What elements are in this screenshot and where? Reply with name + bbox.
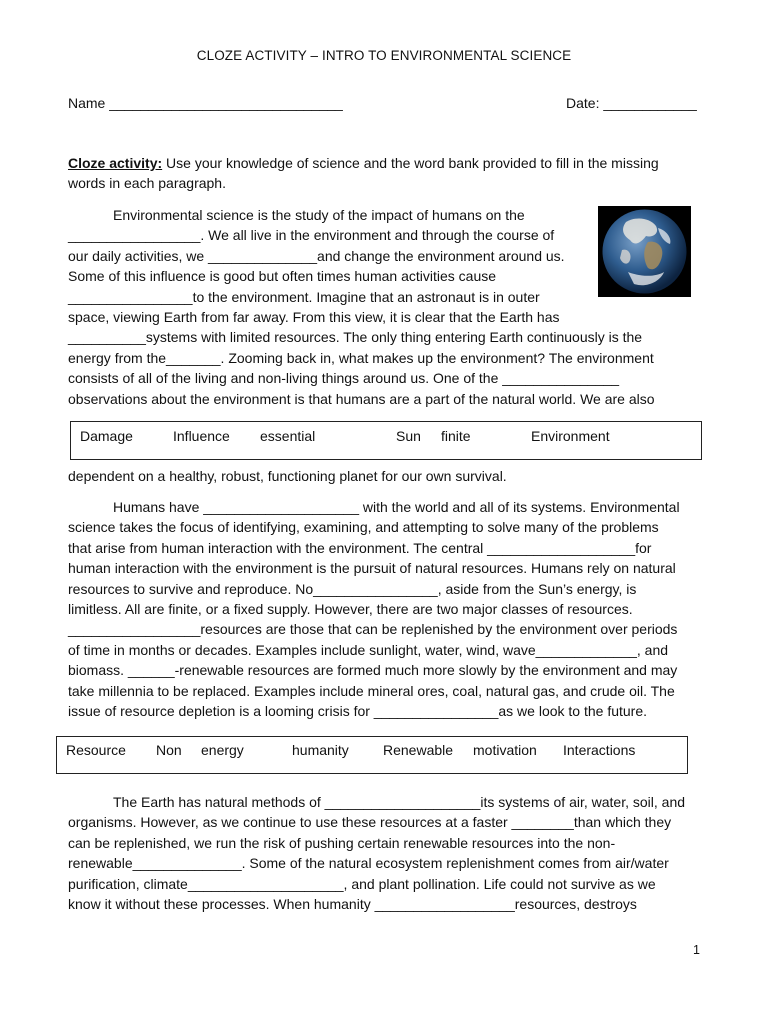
paragraph-line: of time in months or decades. Examples include sunlight, water, wind, wave_____________, and xyxy=(68,641,669,658)
paragraph-line: Humans have ____________________ with the world and all of its systems. Environmental xyxy=(113,499,680,515)
paragraph-3 xyxy=(68,792,708,914)
paragraph-line: ________________to the environment. Imagine that an astronaut is in outer xyxy=(68,288,540,305)
page-number: 1 xyxy=(693,943,700,957)
word-bank-item: Renewable xyxy=(383,742,454,758)
word-bank-2 xyxy=(56,736,688,774)
paragraph-line: take millennia to be replaced. Examples include mineral ores, coal, natural gas, and crude oil. The xyxy=(68,682,675,699)
paragraph-line: can be replenished, we run the risk of pushing certain renewable resources into the non- xyxy=(68,834,616,851)
paragraph-line: science takes the focus of identifying, examining, and attempting to solve many of the problems xyxy=(68,519,659,536)
paragraph-line: energy from the_______. Zooming back in, what makes up the environment? The environment xyxy=(68,349,654,366)
word-bank-item: Non xyxy=(156,742,182,758)
instructions-text: Use your knowledge of science and the word bank provided to fill in the missing xyxy=(162,155,659,171)
paragraph-1-end: dependent on a healthy, robust, functioning planet for our own survival. xyxy=(68,468,507,484)
paragraph-line: Environmental science is the study of the impact of humans on the xyxy=(113,207,525,223)
word-bank-item: motivation xyxy=(473,742,537,758)
paragraph-line: renewable______________. Some of the natural ecosystem replenishment comes from air/water xyxy=(68,855,669,872)
date-field: Date: ____________ xyxy=(566,95,697,111)
paragraph-line: observations about the environment is that humans are a part of the natural world. We are also xyxy=(68,390,655,407)
paragraph-line: _________________resources are those that can be replenished by the environment over periods xyxy=(68,621,678,638)
earth-image xyxy=(598,206,691,297)
paragraph-line: biomass. ______-renewable resources are formed much more slowly by the environment and may xyxy=(68,662,678,679)
word-bank-1 xyxy=(70,421,702,460)
name-field: Name ______________________________ xyxy=(68,95,343,111)
paragraph-line: that arise from human interaction with the environment. The central ___________________for xyxy=(68,539,652,556)
paragraph-line: organisms. However, as we continue to use these resources at a faster ________than which they xyxy=(68,814,672,831)
instructions-label: Cloze activity: xyxy=(68,155,163,171)
paragraph-line: human interaction with the environment is the pursuit of natural resources. Humans rely on natural xyxy=(68,560,676,577)
word-bank-item: Resource xyxy=(66,742,126,758)
paragraph-line: know it without these processes. When humanity __________________resources, destroys xyxy=(68,895,637,912)
paragraph-line: consists of all of the living and non-living things around us. One of the _______________ xyxy=(68,370,620,387)
word-bank-item: essential xyxy=(260,428,316,444)
word-bank-item: humanity xyxy=(292,742,349,758)
word-bank-item: Interactions xyxy=(563,742,636,758)
paragraph-line: _________________. We all live in the environment and through the course of xyxy=(68,227,555,244)
instructions-text-2: words in each paragraph. xyxy=(68,175,226,192)
page-title: CLOZE ACTIVITY – INTRO TO ENVIRONMENTAL SCIENCE xyxy=(196,48,572,63)
paragraph-line: our daily activities, we ______________and change the environment around us. xyxy=(68,247,565,264)
paragraph-line: purification, climate____________________, and plant pollination. Life could not survive as we xyxy=(68,875,656,892)
word-bank-item: Environment xyxy=(531,428,610,444)
word-bank-item: energy xyxy=(201,742,244,758)
paragraph-line: resources to survive and reproduce. No________________, aside from the Sun’s energy, is xyxy=(68,580,637,597)
paragraph-line: limitless. All are finite, or a fixed supply. However, there are two major classes of resources. xyxy=(68,600,633,617)
paragraph-line: issue of resource depletion is a looming crisis for ________________as we look to the future. xyxy=(68,702,648,719)
paragraph-line: space, viewing Earth from far away. From this view, it is clear that the Earth has xyxy=(68,308,560,325)
word-bank-item: Damage xyxy=(80,428,133,444)
paragraph-line: The Earth has natural methods of ____________________its systems of air, water, soil, and xyxy=(113,794,686,810)
paragraph-2 xyxy=(68,497,708,721)
word-bank-item: Influence xyxy=(173,428,230,444)
word-bank-item: Sun xyxy=(396,428,421,444)
paragraph-line: __________systems with limited resources. The only thing entering Earth continuously is the xyxy=(68,329,643,346)
word-bank-item: finite xyxy=(441,428,471,444)
instructions xyxy=(68,153,708,194)
paragraph-line: Some of this influence is good but often times human activities cause xyxy=(68,268,497,285)
